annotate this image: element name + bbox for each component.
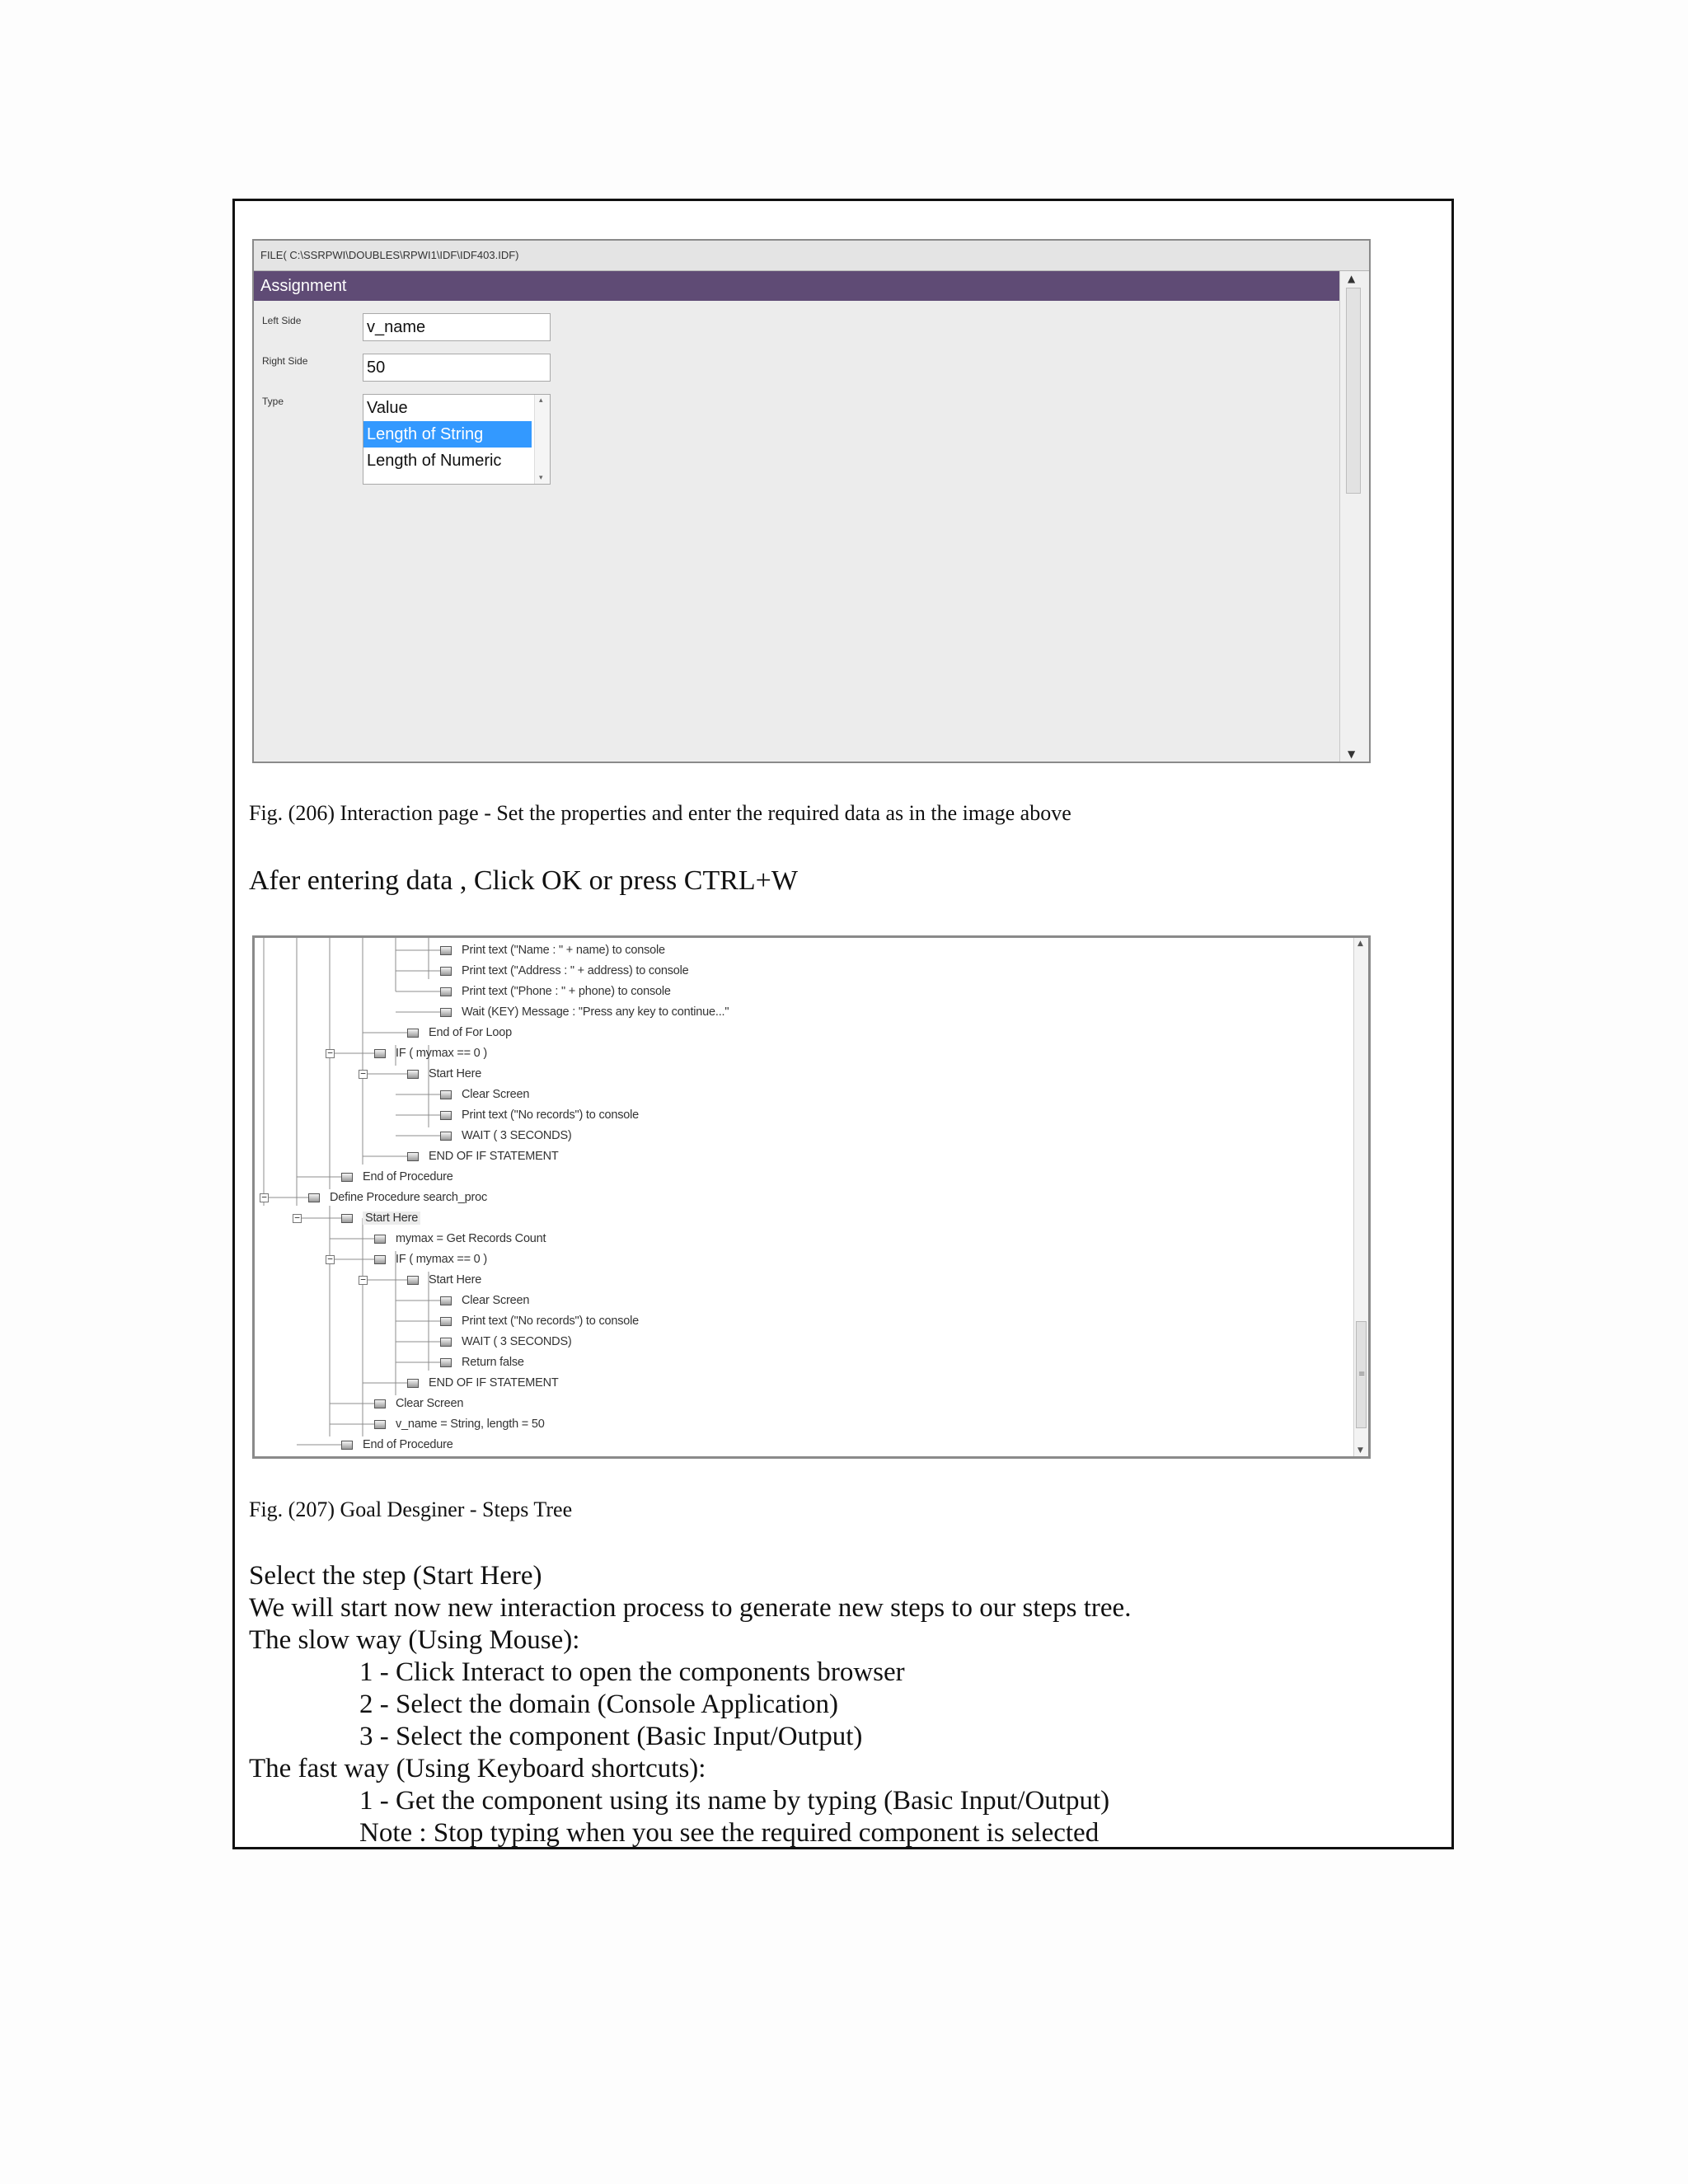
step-icon — [440, 1008, 452, 1017]
tree-node-label: End of Procedure — [363, 1438, 453, 1451]
step-icon — [308, 1193, 320, 1202]
tree-node-label: Define Procedure search_proc — [330, 1191, 488, 1204]
tree-node[interactable] — [407, 1148, 559, 1165]
step-icon — [407, 1029, 419, 1038]
tree-node-label: Clear Screen — [462, 1294, 530, 1307]
step-icon — [407, 1379, 419, 1388]
tree-node[interactable] — [374, 1416, 545, 1432]
type-option-length-of-string[interactable]: Length of String — [363, 421, 532, 448]
tree-scrollbar[interactable] — [1353, 938, 1368, 1456]
step-icon — [341, 1441, 353, 1450]
tree-node-label: WAIT ( 3 SECONDS) — [462, 1335, 572, 1348]
scrollbar-thumb[interactable] — [1356, 1321, 1367, 1428]
tree-node[interactable] — [440, 1086, 529, 1103]
step-icon — [341, 1173, 353, 1182]
right-side-input[interactable]: 50 — [363, 354, 551, 382]
tree-node-label: v_name = String, length = 50 — [396, 1418, 545, 1431]
tree-node-label: End of For Loop — [429, 1026, 512, 1039]
window-scrollbar[interactable] — [1339, 271, 1369, 762]
tree-node-label: Clear Screen — [462, 1088, 530, 1101]
tree-node[interactable] — [440, 942, 665, 958]
tree-node[interactable] — [374, 1251, 487, 1268]
tree-node-label: End of Procedure — [363, 1170, 453, 1183]
tree-node[interactable] — [440, 1292, 529, 1309]
tree-node[interactable] — [341, 1210, 420, 1226]
tree-node-label: Print text ("Name : " + name) to console — [462, 944, 665, 957]
tree-node[interactable] — [440, 1127, 572, 1144]
collapse-toggle-icon[interactable]: − — [260, 1193, 269, 1202]
scroll-up-icon[interactable]: ▴ — [539, 396, 543, 405]
step-icon — [374, 1399, 386, 1408]
step-icon — [374, 1255, 386, 1264]
step-icon — [440, 1111, 452, 1120]
body-line: Select the step (Start Here) — [249, 1561, 542, 1591]
step-icon — [341, 1214, 353, 1223]
figure-207-caption: Fig. (207) Goal Desginer - Steps Tree — [249, 1497, 573, 1521]
step-icon — [440, 1317, 452, 1326]
tree-node[interactable] — [374, 1395, 463, 1412]
tree-node-label: Clear Screen — [396, 1397, 464, 1410]
tree-node-label: WAIT ( 3 SECONDS) — [462, 1129, 572, 1142]
tree-node-label: END OF IF STATEMENT — [429, 1376, 559, 1390]
step-icon — [407, 1276, 419, 1285]
tree-node-label: IF ( mymax == 0 ) — [396, 1253, 488, 1266]
left-side-label: Left Side — [262, 315, 302, 326]
collapse-toggle-icon[interactable]: − — [359, 1070, 368, 1079]
step-icon — [440, 946, 452, 955]
collapse-toggle-icon[interactable]: − — [326, 1255, 335, 1264]
tree-node[interactable] — [440, 1004, 729, 1020]
steps-tree-window — [252, 935, 1371, 1459]
step-icon — [440, 1296, 452, 1305]
right-side-label: Right Side — [262, 355, 308, 367]
tree-node[interactable] — [407, 1066, 481, 1082]
tree-node[interactable] — [440, 1107, 639, 1123]
tree-node[interactable] — [341, 1436, 453, 1453]
tree-node[interactable] — [374, 1045, 487, 1062]
tree-node-label: Print text ("No records") to console — [462, 1108, 640, 1122]
step-icon — [374, 1049, 386, 1058]
scroll-up-icon[interactable]: ▲ — [1357, 940, 1363, 948]
body-line: 2 - Select the domain (Console Application) — [359, 1690, 839, 1719]
tree-node-label: Return false — [462, 1356, 524, 1369]
tree-node[interactable] — [374, 1230, 546, 1247]
instruction-text: Afer entering data , Click OK or press CTRL+W — [249, 865, 798, 896]
grip-icon: ≡ — [1358, 1370, 1366, 1379]
listbox-scrollbar[interactable] — [534, 395, 550, 484]
type-option-value[interactable]: Value — [367, 399, 408, 417]
tree-node-label: Print text ("No records") to console — [462, 1315, 640, 1328]
tree-node-label: Print text ("Phone : " + phone) to console — [462, 985, 671, 998]
tree-node-label: Start Here — [429, 1067, 482, 1080]
step-icon — [407, 1152, 419, 1161]
scroll-down-icon[interactable]: ▼ — [1357, 1446, 1363, 1455]
figure-206-caption: Fig. (206) Interaction page - Set the properties and enter the required data as in the image above — [249, 801, 1071, 825]
body-line: 1 - Get the component using its name by typing (Basic Input/Output) — [359, 1786, 1110, 1816]
step-icon — [407, 1070, 419, 1079]
step-icon — [440, 967, 452, 976]
left-side-input[interactable]: v_name — [363, 313, 551, 341]
tree-node[interactable] — [440, 963, 689, 979]
step-icon — [440, 1132, 452, 1141]
tree-node-label: Print text ("Address : " + address) to console — [462, 964, 689, 977]
tree-node[interactable] — [440, 1354, 524, 1371]
tree-node-label: IF ( mymax == 0 ) — [396, 1047, 488, 1060]
body-line: Note : Stop typing when you see the required component is selected — [359, 1818, 1100, 1848]
tree-node[interactable] — [440, 1333, 572, 1350]
collapse-toggle-icon[interactable]: − — [326, 1049, 335, 1058]
window-title: Assignment — [254, 271, 1339, 301]
step-icon — [440, 1358, 452, 1367]
file-path-bar: FILE( C:\SSRPWI\DOUBLES\RPWI1\IDF\IDF403.IDF) — [254, 241, 1369, 271]
tree-node[interactable] — [407, 1375, 559, 1391]
step-icon — [374, 1235, 386, 1244]
type-label: Type — [262, 396, 284, 407]
tree-node[interactable] — [341, 1169, 453, 1185]
tree-node-label: END OF IF STATEMENT — [429, 1150, 559, 1163]
body-line: The slow way (Using Mouse): — [249, 1625, 580, 1655]
step-icon — [440, 1090, 452, 1099]
tree-node-label: Start Here — [363, 1212, 420, 1225]
step-icon — [374, 1420, 386, 1429]
collapse-toggle-icon[interactable]: − — [359, 1276, 368, 1285]
type-listbox[interactable] — [363, 394, 551, 485]
scroll-up-icon[interactable]: ▲ — [1348, 273, 1356, 284]
instructions-body — [249, 1560, 1131, 1849]
tree-node-label: Wait (KEY) Message : "Press any key to continue..." — [462, 1005, 729, 1019]
tree-node[interactable] — [407, 1024, 512, 1041]
tree-node[interactable] — [440, 1313, 639, 1329]
collapse-toggle-icon[interactable]: − — [293, 1214, 302, 1223]
step-icon — [440, 987, 452, 996]
tree-node[interactable] — [407, 1272, 481, 1288]
step-icon — [440, 1338, 452, 1347]
body-line: The fast way (Using Keyboard shortcuts): — [249, 1754, 706, 1783]
body-line: We will start now new interaction process to generate new steps to our steps tree. — [249, 1593, 1132, 1623]
type-option-length-of-numeric[interactable]: Length of Numeric — [367, 452, 502, 470]
tree-node-label: mymax = Get Records Count — [396, 1232, 546, 1245]
scrollbar-thumb[interactable] — [1346, 288, 1361, 494]
tree-node[interactable] — [308, 1189, 487, 1206]
tree-node[interactable] — [440, 983, 671, 1000]
scroll-down-icon[interactable]: ▼ — [1348, 748, 1356, 760]
body-line: 1 - Click Interact to open the components browser — [359, 1657, 905, 1687]
scroll-down-icon[interactable]: ▾ — [539, 474, 543, 482]
assignment-window — [252, 239, 1371, 763]
body-line: 3 - Select the component (Basic Input/Output) — [359, 1722, 863, 1751]
tree-node-label: Start Here — [429, 1273, 482, 1286]
